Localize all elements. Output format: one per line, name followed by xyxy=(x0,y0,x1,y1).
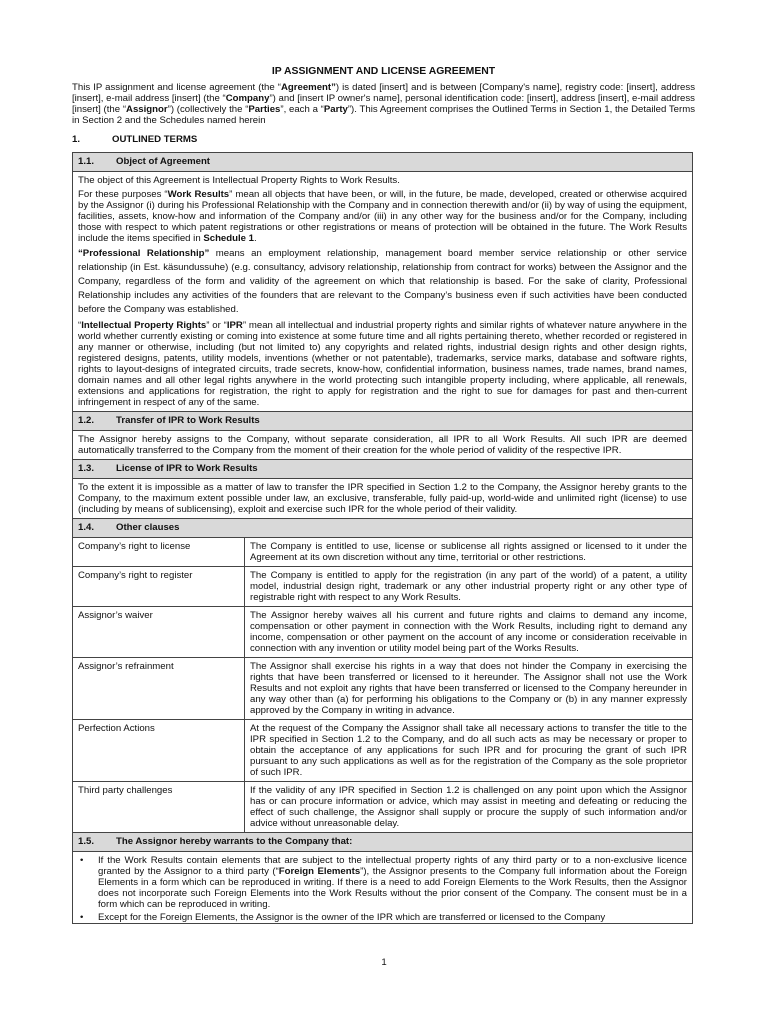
clause-text: The Company is entitled to apply for the registration (in any part of the world) of a patent, a utility model, industrial design right, trademark or any other industrial property right or any other type of registrable right with respect to any Work Results. xyxy=(245,567,693,607)
section-title: OUTLINED TERMS xyxy=(112,134,198,145)
definition-text: “ xyxy=(78,320,82,331)
section-heading xyxy=(72,134,695,145)
object-paragraph: The object of this Agreement is Intellectual Property Rights to Work Results. xyxy=(78,175,400,186)
clause-text: The Company is entitled to use, license or sublicense all rights assigned or licensed to it under the Agreement at its own discretion without any time, territorial or other restrictions. xyxy=(245,538,693,567)
clause-text: If the validity of any IPR specified in Section 1.2 is challenged on any point upon which the Assignor has or can procure information or advice, which may assist in meeting and defeating or reducing the effect of such challenge, the Assignor shall supply or procure the supply of such information and/or advice without unreasonable delay. xyxy=(245,782,693,833)
transfer-text: The Assignor hereby assigns to the Company, without separate consideration, all IPR to all Work Results. All such IPR are deemed automatically transferred to the Company from the moment of their creation for the whole period of validity of the respective IPR. xyxy=(73,431,693,460)
intro-text: ”, each a “ xyxy=(280,104,324,115)
warranty-list xyxy=(78,855,687,923)
clause-text: The Assignor hereby waives all his current and future rights and claims to demand any income, compensation or other payment in connection with the Work Results, including right to demand any income, compensation or other payment on the account of any income or consideration receivable in connection with any invention or utility model being part of the Works Results. xyxy=(245,607,693,658)
subsection-title: Transfer of IPR to Work Results xyxy=(116,415,260,426)
subsection-number: 1.3. xyxy=(78,463,95,474)
subsection-title: The Assignor hereby warrants to the Company that: xyxy=(116,836,353,847)
defined-term: Foreign Elements xyxy=(278,866,361,877)
definition-text: ” mean all objects that have been, or will, in the future, be made, developed, created or otherwise acquired by the Assignor (i) during his Professional Relationship with the Company and in connection therewith and/or (ii) by way of using the equipment, facilities, assets, know-how and information of the Company and/or (iii) in any other way for the business and/or for the Company, including those with respect to which patent registrations or other registrations or means of protection will be obtained in the future. The Work Results include the items specified in xyxy=(78,189,688,244)
clause-text: At the request of the Company the Assignor shall take all necessary actions to transfer the title to the IPR specified in Section 1.2 to the Company, and do all such acts as may be necessary or proper to obtain the acceptance of any applications for such IPR and for procuring the grant of such IPR pursuant to any such applications as well as for the registration of the Company as the sole proprietor of such IPR. xyxy=(245,720,693,782)
intro-text: ”) and [insert IP owner's name], personal identification code: [insert], address [insert], e-mail address [insert] (the “ xyxy=(72,93,695,115)
intro-text: ”). This Agreement comprises the Outlined Terms in Section 1, the Detailed Terms in Section 2 and the Schedules named herein xyxy=(72,104,695,126)
defined-term: IPR xyxy=(226,320,243,331)
subsection-title: Other clauses xyxy=(116,522,180,533)
subsection-body xyxy=(73,479,693,519)
document-title: IP ASSIGNMENT AND LICENSE AGREEMENT xyxy=(271,66,496,77)
intro-paragraph xyxy=(72,82,695,126)
definition-text: ” mean all intellectual and industrial property rights and similar rights of whatever nature anywhere in the world whether currently existing or coming into existence at some future time and all rights pertaining thereto, whether recorded or registered in any manner or otherwise, including (but not limited to) any copyrights and related rights, industrial design rights and other design rights, registered designs, patents, utility models, inventions (whether or not patentable), trademarks, service marks, database and software rights, rights to layout-designs of integrated circuits, trade secrets, know-how, confidential information, business names, trade names, brand names, domain names and all other legal rights anywhere in the world protecting such intangible property including, where applicable, all renewals, extensions and applications for registration, the right to apply for registration and the right to sue for damages for past and then-current infringement in respect of any of the same. xyxy=(78,320,687,408)
page-number: 1 xyxy=(381,957,387,968)
intro-term: Assignor xyxy=(126,104,168,115)
outlined-terms-table xyxy=(72,152,693,924)
definition-text: . xyxy=(253,233,257,244)
clause-label: Perfection Actions xyxy=(73,720,245,782)
clause-row xyxy=(73,782,693,833)
intro-term: Parties xyxy=(248,104,281,115)
clause-row xyxy=(73,658,693,720)
defined-term: Work Results xyxy=(167,189,230,200)
intro-term: Company xyxy=(225,93,270,104)
warranty-text: If the Work Results contain elements that are subject to the intellectual property rights of any third party or to a non-exclusive licence granted by the Assignor to a third party (“ xyxy=(98,855,687,877)
intro-term: Agreement” xyxy=(280,82,336,93)
definition-text: ” or “ xyxy=(206,320,227,331)
bullet-icon: • xyxy=(80,912,84,923)
intro-text: ) is dated [insert] and is between [Company's name], registry code: [insert], address [insert], e-mail address [insert] (the “ xyxy=(72,82,695,104)
clause-row xyxy=(73,607,693,658)
subsection-body xyxy=(73,852,693,924)
subsection-number: 1.2. xyxy=(78,415,95,426)
bullet-icon: • xyxy=(80,855,84,866)
clause-text: The Assignor shall exercise his rights in a way that does not hinder the Company in exercising the rights that have been transferred or licensed to it hereunder. The Assignor shall not use the Work Results and not exploit any rights that have been transferred or licensed to the Company hereunder in any way other than (a) for performing his obligations to the Company or (b) in any manner expressly approved by the Company in writing in advance. xyxy=(245,658,693,720)
subsection-header xyxy=(73,412,693,431)
list-item xyxy=(78,912,687,923)
schedule-reference: Schedule 1 xyxy=(203,233,254,244)
clause-label: Assignor’s refrainment xyxy=(73,658,245,720)
section-number: 1. xyxy=(72,134,81,145)
clause-row xyxy=(73,567,693,607)
list-item xyxy=(78,855,687,910)
subsection-number: 1.1. xyxy=(78,156,95,167)
warranty-text: ”), the Assignor presents to the Company full information about the Foreign Elements in a form which can be reproduced in writing. If there is a need to add Foreign Elements to the Work Results, then the Assignor does not incorporate such Foreign Elements into the Work Results without the prior consent of the Company. The consent must be in a form which can be reproduced in writing. xyxy=(98,866,688,910)
subsection-header xyxy=(73,519,693,538)
clause-label: Third party challenges xyxy=(73,782,245,833)
subsection-header xyxy=(73,460,693,479)
subsection-number: 1.5. xyxy=(78,836,95,847)
work-results-definition xyxy=(78,189,687,244)
subsection-header xyxy=(73,153,693,172)
subsection-body xyxy=(73,172,693,412)
definition-text: means an employment relationship, management board member service relationship or other service relationship (in Est. käsundussuhe) (e.g. consultancy, advisory relationship, relationship from contract for works) between the Assignor and the Company, regardless of the form and validity of the agreement on which that relationship is based. For the sake of clarity, Professional Relationship includes any activities of the founders that are relevant to the Company’s business even if such activities have been conducted before the Company was established. xyxy=(78,248,687,315)
license-text: To the extent it is impossible as a matter of law to transfer the IPR specified in Section 1.2 to the Company, the Assignor hereby grants to the Company, to the maximum extent possible under law, an exclusive, transferable, fully paid-up, world-wide and unlimited right (license) to use (including by means of sublicensing), exploit and exercise such IPR for the whole period of their validity. xyxy=(73,479,693,519)
intro-text: This IP assignment and license agreement (the “ xyxy=(72,82,281,93)
definition-text: For these purposes “ xyxy=(78,189,168,200)
document-page xyxy=(72,66,695,924)
subsection-title: License of IPR to Work Results xyxy=(116,463,258,474)
intro-term: Party xyxy=(323,104,348,115)
ipr-definition xyxy=(78,320,687,408)
intro-text: ”) (collectively the “ xyxy=(167,104,249,115)
clause-label: Company’s right to license xyxy=(73,538,245,567)
clause-row xyxy=(73,720,693,782)
subsection-body xyxy=(73,431,693,460)
subsection-number: 1.4. xyxy=(78,522,95,533)
defined-term: Intellectual Property Rights xyxy=(81,320,207,331)
warranty-text: Except for the Foreign Elements, the Assignor is the owner of the IPR which are transferred or licensed to the Company xyxy=(98,912,606,923)
subsection-header xyxy=(73,833,693,852)
clause-label: Company’s right to register xyxy=(73,567,245,607)
subsection-title: Object of Agreement xyxy=(116,156,210,167)
clause-label: Assignor’s waiver xyxy=(73,607,245,658)
professional-relationship-definition xyxy=(78,247,687,317)
clause-row xyxy=(73,538,693,567)
defined-term: “Professional Relationship” xyxy=(78,248,210,259)
